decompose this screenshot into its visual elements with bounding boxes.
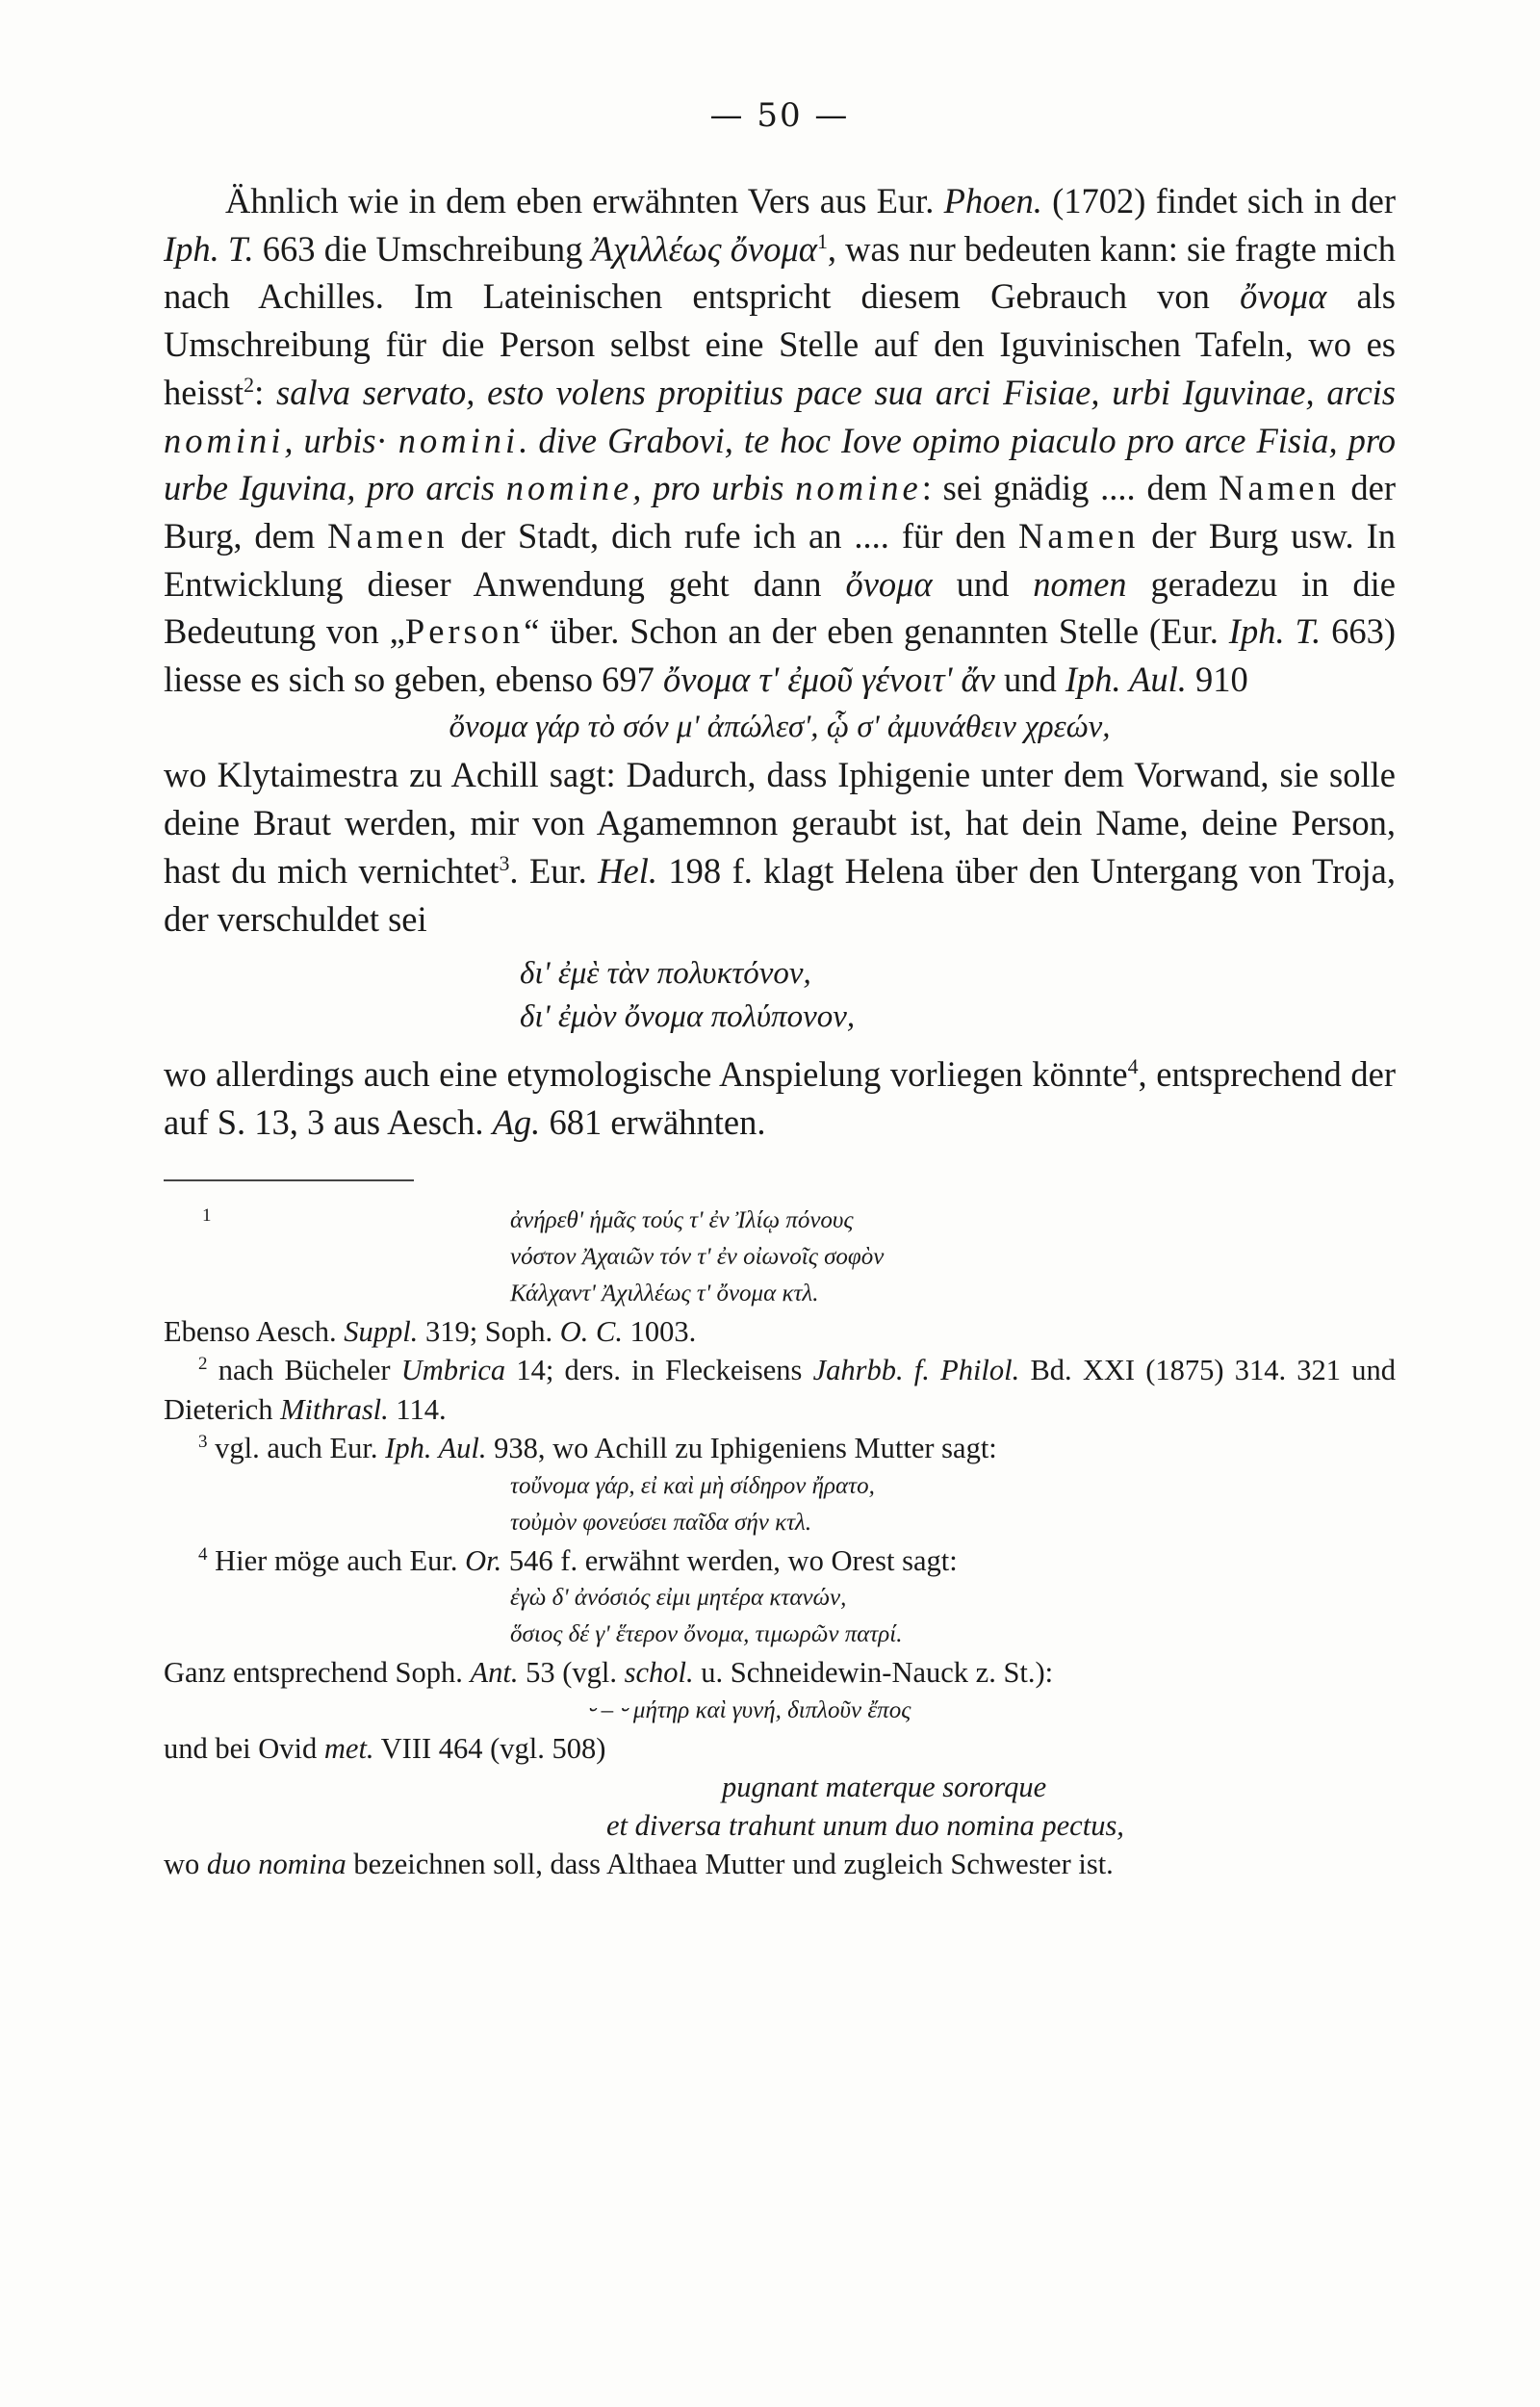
footnote-3: $^3$ vgl. auch Eur. Iph. Aul. 938, wo Achill zu Iphigeniens Mutter sagt: bbox=[198, 1432, 997, 1465]
footnote-divider bbox=[164, 1179, 414, 1181]
footnote-4-text-1: Ganz entsprechend Soph. Ant. 53 (vgl. schol. u. Schneidewin-Nauck z. St.): bbox=[164, 1656, 1054, 1690]
greek-line: Κάλχαντ' Ἀχιλλέως τ' ὄνομα κτλ. bbox=[510, 1280, 819, 1307]
footnote-ref-3: 3 bbox=[499, 850, 510, 875]
main-text bbox=[164, 177, 1396, 1147]
footnote-1: 1 ἀνήρεθ' ἡμᾶς τούς τ' ἐν Ἰλίῳ πόνους νόστον Ἀχαιῶν τόν τ' ἐν οἰωνοῖς σοφὸν Κάλχαντ' Ἀχιλλέως τ' ὄνομα κτλ. Ebenso Aesch. Suppl. 319; Soph. O. C. 1003. bbox=[164, 1203, 1396, 1352]
footnote-4: $^4$ Hier möge auch Eur. Or. 546 f. erwähnt werden, wo Orest sagt: bbox=[198, 1543, 958, 1577]
greek-quote-hel bbox=[164, 952, 1396, 1039]
greek-line: δι' ἐμὸν ὄνομα πολύπονον, bbox=[520, 999, 856, 1035]
page-number: — 50 — bbox=[709, 96, 850, 135]
greek-line: τοὐμὸν φονεύσει παῖδα σήν κτλ. bbox=[510, 1509, 812, 1536]
greek-line: ⏑ – ⏑ μήτηρ καὶ γυνή, διπλοῦν ἔπος bbox=[587, 1696, 911, 1723]
greek-line: ἀνήρεθ' ἡμᾶς τούς τ' ἐν Ἰλίῳ πόνους bbox=[510, 1206, 854, 1233]
footnote-4-text-3: wo duo nomina bezeichnen soll, dass Althaea Mutter und zugleich Schwester ist. bbox=[164, 1848, 1114, 1881]
paragraph-3: wo allerdings auch eine etymologische Anspielung vorliegen könnte$^4$, entsprechend der auf S. 13, 3 aus Aesch. Ag. 681 erwähnten. bbox=[164, 1054, 1396, 1142]
footnote-ref-4: 4 bbox=[1127, 1054, 1139, 1079]
greek-quote-iph-aul: ὄνομα γάρ τὸ σόν μ' ἀπώλεσ', ᾧ σ' ἀμυνάθειν χρεών, bbox=[449, 709, 1111, 744]
latin-line: pugnant materque sororque bbox=[722, 1771, 1047, 1804]
paragraph-2: wo Klytaimestra zu Achill sagt: Dadurch, dass Iphigenie unter dem Vorwand, sie solle deine Braut werden, mir von Agamemnon geraubt ist, hat dein Name, deine Person, hast du mich vernichtet$^3$. Eur. Hel. 198 f. klagt Helena über den Untergang von Troja, der verschuldet sei bbox=[164, 755, 1396, 939]
paragraph-1: Ähnlich wie in dem eben erwähnten Vers aus Eur. Phoen. (1702) findet sich in der Iph. T. 663 die Umschreibung Ἀχιλλέως ὄνομα$^1$, was nur bedeuten kann: sie fragte mich nach Achilles. Im Lateinischen entspricht diesem Gebrauch von ὄνομα als Umschreibung für die Person selbst eine Stelle auf den Iguvinischen Tafeln, wo es heisst$^2$: salva servato, esto volens propitius pace sua arci Fisiae, urbi Iguvinae, arcis nomini, urbis· nomini. dive Grabovi, te hoc Iove opimo piaculo pro arce Fisia, pro urbe Iguvina, pro arcis nomine, pro urbis nomine: sei gnädig .... dem Namen der Burg, dem Namen der Stadt, dich rufe ich an .... für den Namen der Burg usw. In Entwicklung dieser Anwendung geht dann ὄνομα und nomen geradezu in die Bedeutung von „Person“ über. Schon an der eben genannten Stelle (Eur. Iph. T. 663) liesse es sich so geben, ebenso 697 ὄνομα τ' ἐμοῦ γένοιτ' ἄν und Iph. Aul. 910 bbox=[164, 181, 1397, 700]
greek-line: ὅσιος δέ γ' ἕτερον ὄνομα, τιμωρῶν πατρί. bbox=[510, 1621, 903, 1648]
greek-line: δι' ἐμὲ τὰν πολυκτόνον, bbox=[520, 956, 811, 992]
greek-line: ἐγὼ δ' ἀνόσιός εἰμι μητέρα κτανών, bbox=[510, 1585, 847, 1612]
greek-line: τοὔνομα γάρ, εἰ καὶ μὴ σίδηρον ἤρατο, bbox=[510, 1472, 875, 1499]
latin-quote-ovid bbox=[164, 1768, 1396, 1845]
footnote-ref-1: 1 bbox=[816, 228, 828, 253]
footnote-ref-2: 2 bbox=[244, 372, 255, 397]
page bbox=[164, 96, 1396, 1884]
footnote-1-text: Ebenso Aesch. Suppl. 319; Soph. O. C. 1003. bbox=[164, 1314, 697, 1348]
greek-line: νόστον Ἀχαιῶν τόν τ' ἐν οἰωνοῖς σοφὸν bbox=[510, 1243, 885, 1270]
latin-line: et diversa trahunt unum duo nomina pectus, bbox=[606, 1809, 1124, 1843]
footnote-4-text-2: und bei Ovid met. VIII 464 (vgl. 508) bbox=[164, 1731, 606, 1765]
footnotes bbox=[164, 1203, 1396, 1884]
footnote-2: $^2$ nach Bücheler Umbrica 14; ders. in Fleckeisens Jahrbb. f. Philol. Bd. XXI (1875) 314. 321 und Dieterich Mithrasl. 114. bbox=[164, 1354, 1396, 1426]
